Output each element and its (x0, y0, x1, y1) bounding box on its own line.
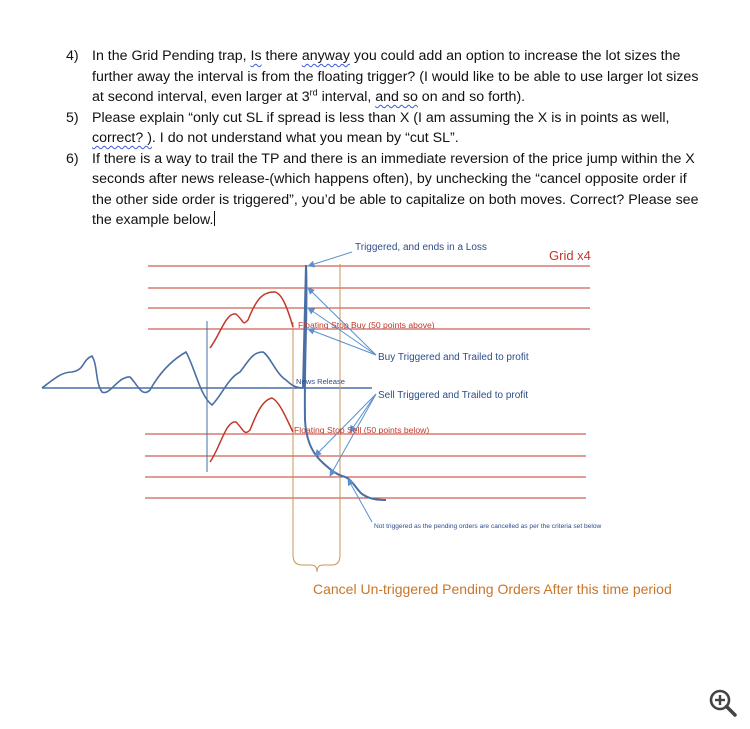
magnifier-plus-icon[interactable] (706, 686, 740, 720)
floating-stop-sell-label: Floating Stop Sell (50 points below) (294, 425, 430, 435)
cancel-period-label: Cancel Un-triggered Pending Orders After this time period (313, 581, 672, 597)
floating-stop-buy-label: Floating Stop Buy (50 points above) (298, 320, 435, 330)
time-bracket (293, 555, 340, 572)
item-number: 5) (66, 109, 79, 126)
not-triggered-label: Not triggered as the pending orders are cancelled as per the criteria set below (374, 523, 602, 530)
item-number: 6) (66, 150, 79, 167)
sell-triggered-label: Sell Triggered and Trailed to profit (378, 390, 529, 401)
news-release-label: News Release (296, 377, 345, 386)
sell-trigger-curve (210, 398, 293, 462)
item-text: In the Grid Pending trap, Is there anyway you could add an option to increase the lot sizes the further away the interval is from the floating trigger? (I would like to be able to use larger lot sizes at second interval, even larger at 3rd interval, and so on and so forth). (92, 48, 699, 105)
grid-lines (145, 266, 590, 498)
price-line (42, 352, 303, 405)
item-text: Please explain “only cut SL if spread is less than X (I am assuming the X is in points as well, correct? ). I do not understand what you mean by “cut SL”. (92, 109, 670, 146)
item-number: 4) (66, 48, 79, 64)
buy-trigger-curve (210, 292, 293, 348)
triggered-loss-label: Triggered, and ends in a Loss (355, 242, 487, 253)
buy-triggered-label: Buy Triggered and Trailed to profit (378, 352, 529, 363)
grid-label: Grid x4 (549, 248, 591, 263)
item-text: If there is a way to trail the TP and there is an immediate reversion of the price jump within the X seconds after news release-(which happens often), by unchecking the “cancel opposite order if the other side order is triggered”, you’d be able to capitalize on both moves. Correct? Please see the example below. (92, 150, 699, 228)
